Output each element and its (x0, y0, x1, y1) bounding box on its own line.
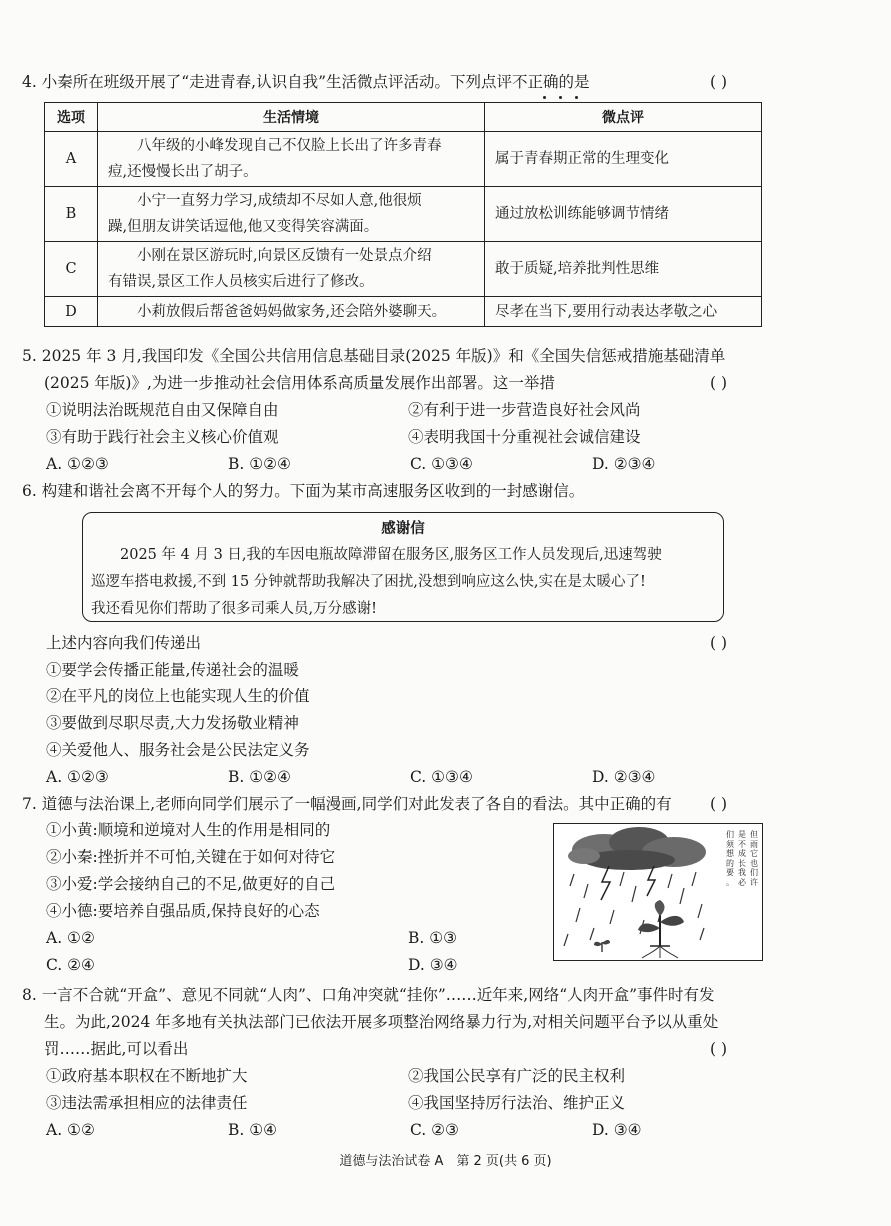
row-situation (98, 242, 485, 297)
letter-line: 我还看见你们帮助了很多司乘人员,万分感谢! (91, 601, 377, 617)
q6-choice-b: B. ①②④ (228, 768, 291, 786)
q8-choice-c: C. ②③ (410, 1121, 459, 1139)
cartoon-image (553, 823, 763, 961)
q5-choice-b: B. ①②④ (228, 455, 291, 473)
caption-char: 。 (726, 877, 734, 887)
q4-table (44, 102, 762, 327)
rain-drops (564, 872, 704, 946)
caption-char: 必 (738, 877, 746, 887)
situation-line: 小宁一直努力学习,成绩却不尽如人意,他很烦 (108, 193, 422, 209)
table-row (45, 242, 762, 297)
caption-char: 不 (738, 839, 746, 849)
q8-choice-d: D. ③④ (592, 1121, 642, 1139)
row-option: D (45, 297, 98, 327)
q5-choice-d: D. ②③④ (592, 455, 656, 473)
table-header-comment: 微点评 (485, 103, 762, 132)
situation-line: 八年级的小峰发现自己不仅脸上长出了许多青春 (108, 138, 442, 154)
q7-stem: 7. 道德与法治课上,老师向同学们展示了一幅漫画,同学们对此发表了各自的看法。其中正确的有 (22, 795, 672, 813)
caption-char: 的 (726, 858, 734, 868)
caption-char: 们 (726, 830, 734, 839)
situation-line: 痘,还慢慢长出了胡子。 (108, 164, 258, 180)
q7-choice-d: D. ③④ (408, 956, 458, 974)
q8-stem-line3: 罚……据此,可以看出 (44, 1040, 189, 1058)
letter-line: 2025 年 4 月 3 日,我的车因电瓶故障滞留在服务区,服务区工作人员发现后,迅速驾驶 (91, 547, 662, 563)
q6-item: ①要学会传播正能量,传递社会的温暖 (46, 661, 299, 679)
row-comment: 敢于质疑,培养批判性思维 (485, 242, 762, 297)
row-option: A (45, 132, 98, 187)
row-situation: 小莉放假后帮爸爸妈妈做家务,还会陪外婆聊天。 (98, 297, 485, 327)
q6-choice-d: D. ②③④ (592, 768, 656, 786)
q5-choice-c: C. ①③④ (410, 455, 473, 473)
q8-choice-b: B. ①④ (228, 1121, 278, 1139)
q7-answer-paren: ( ) (710, 795, 728, 813)
q8-stem-line2: 生。为此,2024 年多地有关执法部门已依法开展多项整治网络暴力行为,对相关问题平台予以从重处 (44, 1013, 719, 1031)
situation-line: 小刚在景区游玩时,向景区反馈有一处景点介绍 (108, 248, 432, 264)
row-situation (98, 132, 485, 187)
lightning-icon (647, 866, 655, 896)
table-row (45, 132, 762, 187)
q6-item: ③要做到尽职尽责,大力发扬敬业精神 (46, 714, 299, 732)
lightning-icon (601, 866, 610, 900)
caption-char: 是 (738, 830, 746, 839)
thank-you-letter-box (82, 512, 724, 622)
row-option: C (45, 242, 98, 297)
caption-char: 也 (750, 858, 758, 868)
situation-line: 有错误,景区工作人员核实后进行了修改。 (108, 274, 374, 290)
q4-stem: 4. 小秦所在班级开展了“走进青春,认识自我”生活微点评活动。下列点评不正确的是 (22, 73, 590, 91)
row-option: B (45, 187, 98, 242)
caption-char: 雨 (750, 839, 758, 849)
caption-column (726, 830, 736, 887)
caption-char: 们 (750, 868, 758, 877)
table-header-situation: 生活情境 (98, 103, 485, 132)
q5-answer-paren: ( ) (710, 374, 728, 392)
caption-char: 成 (738, 849, 746, 858)
q7-item: ①小黄:顺境和逆境对人生的作用是相同的 (46, 821, 331, 839)
row-comment: 尽孝在当下,要用行动表达孝敬之心 (485, 297, 762, 327)
q8-item: ③违法需承担相应的法律责任 (46, 1094, 248, 1112)
q5-item: ④表明我国十分重视社会诚信建设 (408, 428, 641, 446)
caption-char: 须 (726, 839, 734, 849)
q5-stem-line1: 5. 2025 年 3 月,我国印发《全国公共信用信息基础目录(2025 年版)》和《全国失信惩戒措施基础清单 (22, 347, 726, 365)
q6-item: ②在平凡的岗位上也能实现人生的价值 (46, 687, 310, 705)
q6-choice-c: C. ①③④ (410, 768, 473, 786)
q6-answer-paren: ( ) (710, 634, 728, 652)
caption-column (750, 830, 760, 887)
table-row (45, 187, 762, 242)
page-footer: 道德与法治试卷 A 第 2 页(共 6 页) (339, 1154, 552, 1169)
cartoon-caption (714, 830, 760, 887)
table-row (45, 297, 762, 327)
q6-sub: 上述内容向我们传递出 (46, 634, 202, 652)
sprout-icon (638, 900, 684, 958)
caption-char: 我 (738, 868, 746, 877)
caption-char: 它 (750, 849, 758, 858)
q7-choice-a: A. ①② (46, 929, 95, 947)
cloud-icon (568, 827, 706, 870)
q8-item: ④我国坚持厉行法治、维护正义 (408, 1094, 626, 1112)
q7-item: ③小爱:学会接纳自己的不足,做更好的自己 (46, 875, 336, 893)
emphasis-dot (575, 96, 578, 99)
caption-char: 但 (750, 830, 758, 839)
q7-choice-c: C. ②④ (46, 956, 95, 974)
row-comment: 属于青春期正常的生理变化 (485, 132, 762, 187)
caption-char: 要 (726, 868, 734, 877)
q4-answer-paren: ( ) (710, 73, 728, 91)
emphasis-dot (543, 96, 546, 99)
q8-item: ②我国公民享有广泛的民主权利 (408, 1067, 626, 1085)
caption-char: 想 (726, 849, 734, 858)
q6-item: ④关爱他人、服务社会是公民法定义务 (46, 741, 310, 759)
caption-char: 长 (738, 858, 746, 868)
small-sprout-icon (594, 940, 610, 952)
situation-line: 躁,但朋友讲笑话逗他,他又变得笑容满面。 (108, 219, 379, 235)
q6-stem: 6. 构建和谐社会离不开每个人的努力。下面为某市高速服务区收到的一封感谢信。 (22, 482, 585, 500)
q7-item: ②小秦:挫折并不可怕,关键在于如何对待它 (46, 848, 336, 866)
q7-item: ④小德:要培养自强品质,保持良好的心态 (46, 902, 320, 920)
row-comment: 通过放松训练能够调节情绪 (485, 187, 762, 242)
q5-stem-line2: (2025 年版)》,为进一步推动社会信用体系高质量发展作出部署。这一举措 (44, 374, 555, 392)
q8-stem-line1: 8. 一言不合就“开盒”、意见不同就“人肉”、口角冲突就“挂你”……近年来,网络“人肉开盒”事件时有发 (22, 986, 715, 1004)
q5-choice-a: A. ①②③ (46, 455, 109, 473)
letter-title: 感谢信 (381, 521, 425, 537)
q5-item: ②有利于进一步营造良好社会风尚 (408, 401, 641, 419)
q8-choice-a: A. ①② (46, 1121, 95, 1139)
q5-item: ①说明法治既规范自由又保障自由 (46, 401, 279, 419)
q6-choice-a: A. ①②③ (46, 768, 109, 786)
q8-answer-paren: ( ) (710, 1040, 728, 1058)
letter-line: 巡逻车搭电救援,不到 15 分钟就帮助我解决了困扰,没想到响应这么快,实在是太暖心了! (91, 574, 646, 590)
caption-char: 许 (750, 877, 758, 887)
row-situation (98, 187, 485, 242)
q7-choice-b: B. ①③ (408, 929, 458, 947)
emphasis-dot (559, 96, 562, 99)
table-header-option: 选项 (45, 103, 98, 132)
caption-column (738, 830, 748, 887)
q5-item: ③有助于践行社会主义核心价值观 (46, 428, 279, 446)
q8-item: ①政府基本职权在不断地扩大 (46, 1067, 248, 1085)
